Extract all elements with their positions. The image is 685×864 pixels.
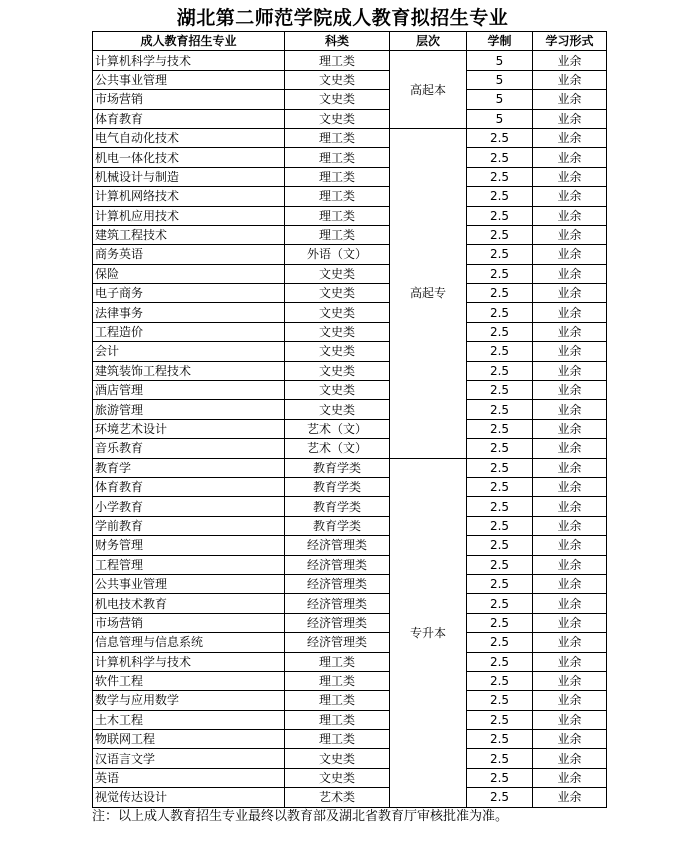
category-cell: 理工类	[285, 128, 390, 147]
table-row	[93, 264, 607, 283]
major-name-cell: 公共事业管理	[93, 70, 285, 89]
category-cell: 理工类	[285, 187, 390, 206]
study-mode-cell: 业余	[533, 225, 607, 244]
table-row	[93, 439, 607, 458]
category-cell: 文史类	[285, 342, 390, 361]
category-cell: 文史类	[285, 284, 390, 303]
study-mode-cell: 业余	[533, 400, 607, 419]
major-name-cell: 法律事务	[93, 303, 285, 322]
duration-cell: 2.5	[467, 206, 533, 225]
major-name-cell: 工程造价	[93, 322, 285, 341]
study-mode-cell: 业余	[533, 458, 607, 477]
header-duration: 学制	[467, 32, 533, 51]
study-mode-cell: 业余	[533, 730, 607, 749]
major-name-cell: 电气自动化技术	[93, 128, 285, 147]
category-cell: 艺术（文）	[285, 419, 390, 438]
major-name-cell: 市场营销	[93, 613, 285, 632]
table-row	[93, 245, 607, 264]
study-mode-cell: 业余	[533, 148, 607, 167]
table-row	[93, 516, 607, 535]
study-mode-cell: 业余	[533, 652, 607, 671]
study-mode-cell: 业余	[533, 516, 607, 535]
duration-cell: 2.5	[467, 730, 533, 749]
duration-cell: 2.5	[467, 187, 533, 206]
table-row	[93, 633, 607, 652]
study-mode-cell: 业余	[533, 303, 607, 322]
major-name-cell: 机电一体化技术	[93, 148, 285, 167]
table-row	[93, 148, 607, 167]
duration-cell: 2.5	[467, 167, 533, 186]
study-mode-cell: 业余	[533, 342, 607, 361]
duration-cell: 5	[467, 90, 533, 109]
duration-cell: 2.5	[467, 284, 533, 303]
major-name-cell: 商务英语	[93, 245, 285, 264]
duration-cell: 2.5	[467, 381, 533, 400]
category-cell: 理工类	[285, 710, 390, 729]
category-cell: 经济管理类	[285, 613, 390, 632]
duration-cell: 2.5	[467, 497, 533, 516]
table-row	[93, 187, 607, 206]
study-mode-cell: 业余	[533, 477, 607, 496]
study-mode-cell: 业余	[533, 90, 607, 109]
duration-cell: 2.5	[467, 322, 533, 341]
table-row	[93, 206, 607, 225]
category-cell: 文史类	[285, 768, 390, 787]
duration-cell: 2.5	[467, 691, 533, 710]
study-mode-cell: 业余	[533, 788, 607, 807]
table-row	[93, 536, 607, 555]
duration-cell: 2.5	[467, 264, 533, 283]
table-row	[93, 788, 607, 807]
major-name-cell: 机械设计与制造	[93, 167, 285, 186]
major-name-cell: 软件工程	[93, 671, 285, 690]
study-mode-cell: 业余	[533, 671, 607, 690]
major-name-cell: 视觉传达设计	[93, 788, 285, 807]
study-mode-cell: 业余	[533, 187, 607, 206]
table-row	[93, 70, 607, 89]
table-row	[93, 594, 607, 613]
category-cell: 文史类	[285, 90, 390, 109]
duration-cell: 2.5	[467, 516, 533, 535]
category-cell: 经济管理类	[285, 633, 390, 652]
category-cell: 文史类	[285, 749, 390, 768]
study-mode-cell: 业余	[533, 749, 607, 768]
table-row	[93, 458, 607, 477]
header-category: 科类	[285, 32, 390, 51]
table-row	[93, 555, 607, 574]
category-cell: 理工类	[285, 652, 390, 671]
duration-cell: 2.5	[467, 128, 533, 147]
duration-cell: 2.5	[467, 613, 533, 632]
category-cell: 文史类	[285, 264, 390, 283]
category-cell: 文史类	[285, 400, 390, 419]
major-name-cell: 建筑装饰工程技术	[93, 361, 285, 380]
study-mode-cell: 业余	[533, 264, 607, 283]
level-cell: 专升本	[390, 458, 467, 807]
major-name-cell: 会计	[93, 342, 285, 361]
duration-cell: 5	[467, 109, 533, 128]
duration-cell: 2.5	[467, 342, 533, 361]
header-level: 层次	[390, 32, 467, 51]
table-body	[93, 51, 607, 807]
major-name-cell: 计算机科学与技术	[93, 652, 285, 671]
major-name-cell: 公共事业管理	[93, 574, 285, 593]
study-mode-cell: 业余	[533, 109, 607, 128]
category-cell: 理工类	[285, 691, 390, 710]
table-header	[93, 32, 607, 51]
major-name-cell: 教育学	[93, 458, 285, 477]
duration-cell: 2.5	[467, 400, 533, 419]
major-name-cell: 学前教育	[93, 516, 285, 535]
category-cell: 文史类	[285, 381, 390, 400]
category-cell: 经济管理类	[285, 536, 390, 555]
study-mode-cell: 业余	[533, 594, 607, 613]
major-name-cell: 汉语言文学	[93, 749, 285, 768]
table-row	[93, 361, 607, 380]
table-row	[93, 225, 607, 244]
table-row	[93, 710, 607, 729]
table-row	[93, 51, 607, 70]
major-name-cell: 土木工程	[93, 710, 285, 729]
study-mode-cell: 业余	[533, 710, 607, 729]
major-name-cell: 财务管理	[93, 536, 285, 555]
category-cell: 外语（文）	[285, 245, 390, 264]
duration-cell: 2.5	[467, 536, 533, 555]
duration-cell: 2.5	[467, 419, 533, 438]
study-mode-cell: 业余	[533, 497, 607, 516]
table-row	[93, 342, 607, 361]
category-cell: 理工类	[285, 671, 390, 690]
category-cell: 文史类	[285, 70, 390, 89]
major-name-cell: 酒店管理	[93, 381, 285, 400]
category-cell: 文史类	[285, 109, 390, 128]
category-cell: 教育学类	[285, 477, 390, 496]
table-row	[93, 419, 607, 438]
table-row	[93, 284, 607, 303]
study-mode-cell: 业余	[533, 633, 607, 652]
study-mode-cell: 业余	[533, 206, 607, 225]
study-mode-cell: 业余	[533, 768, 607, 787]
major-name-cell: 信息管理与信息系统	[93, 633, 285, 652]
footnote: 注：以上成人教育招生专业最终以教育部及湖北省教育厅审核批准为准。	[92, 809, 509, 824]
category-cell: 艺术（文）	[285, 439, 390, 458]
major-name-cell: 体育教育	[93, 109, 285, 128]
major-name-cell: 数学与应用数学	[93, 691, 285, 710]
category-cell: 理工类	[285, 206, 390, 225]
category-cell: 经济管理类	[285, 555, 390, 574]
study-mode-cell: 业余	[533, 167, 607, 186]
category-cell: 艺术类	[285, 788, 390, 807]
study-mode-cell: 业余	[533, 51, 607, 70]
duration-cell: 2.5	[467, 303, 533, 322]
major-name-cell: 电子商务	[93, 284, 285, 303]
duration-cell: 2.5	[467, 555, 533, 574]
major-name-cell: 计算机科学与技术	[93, 51, 285, 70]
study-mode-cell: 业余	[533, 691, 607, 710]
table-row	[93, 90, 607, 109]
table-row	[93, 652, 607, 671]
table-row	[93, 730, 607, 749]
header-major: 成人教育招生专业	[93, 32, 285, 51]
duration-cell: 2.5	[467, 594, 533, 613]
table-row	[93, 768, 607, 787]
study-mode-cell: 业余	[533, 361, 607, 380]
duration-cell: 2.5	[467, 749, 533, 768]
study-mode-cell: 业余	[533, 284, 607, 303]
major-name-cell: 市场营销	[93, 90, 285, 109]
major-name-cell: 机电技术教育	[93, 594, 285, 613]
category-cell: 文史类	[285, 303, 390, 322]
study-mode-cell: 业余	[533, 70, 607, 89]
major-name-cell: 工程管理	[93, 555, 285, 574]
duration-cell: 2.5	[467, 574, 533, 593]
table-row	[93, 400, 607, 419]
duration-cell: 2.5	[467, 768, 533, 787]
study-mode-cell: 业余	[533, 322, 607, 341]
category-cell: 教育学类	[285, 458, 390, 477]
major-name-cell: 环境艺术设计	[93, 419, 285, 438]
study-mode-cell: 业余	[533, 419, 607, 438]
category-cell: 理工类	[285, 730, 390, 749]
category-cell: 理工类	[285, 51, 390, 70]
study-mode-cell: 业余	[533, 245, 607, 264]
category-cell: 理工类	[285, 167, 390, 186]
table-row	[93, 167, 607, 186]
duration-cell: 2.5	[467, 652, 533, 671]
table-row	[93, 303, 607, 322]
category-cell: 教育学类	[285, 497, 390, 516]
study-mode-cell: 业余	[533, 555, 607, 574]
category-cell: 理工类	[285, 225, 390, 244]
duration-cell: 2.5	[467, 671, 533, 690]
category-cell: 经济管理类	[285, 574, 390, 593]
header-row	[93, 32, 607, 51]
header-study-mode: 学习形式	[533, 32, 607, 51]
major-name-cell: 物联网工程	[93, 730, 285, 749]
study-mode-cell: 业余	[533, 613, 607, 632]
duration-cell: 2.5	[467, 458, 533, 477]
duration-cell: 5	[467, 70, 533, 89]
major-name-cell: 小学教育	[93, 497, 285, 516]
category-cell: 理工类	[285, 148, 390, 167]
major-name-cell: 保险	[93, 264, 285, 283]
study-mode-cell: 业余	[533, 536, 607, 555]
study-mode-cell: 业余	[533, 439, 607, 458]
major-name-cell: 计算机网络技术	[93, 187, 285, 206]
duration-cell: 2.5	[467, 439, 533, 458]
major-name-cell: 英语	[93, 768, 285, 787]
major-name-cell: 体育教育	[93, 477, 285, 496]
table-row	[93, 749, 607, 768]
table-row	[93, 613, 607, 632]
level-cell: 高起本	[390, 51, 467, 129]
duration-cell: 2.5	[467, 710, 533, 729]
major-name-cell: 计算机应用技术	[93, 206, 285, 225]
table-row	[93, 109, 607, 128]
table-row	[93, 691, 607, 710]
duration-cell: 2.5	[467, 225, 533, 244]
duration-cell: 2.5	[467, 245, 533, 264]
table-row	[93, 497, 607, 516]
category-cell: 经济管理类	[285, 594, 390, 613]
table-row	[93, 381, 607, 400]
table-row	[93, 322, 607, 341]
category-cell: 文史类	[285, 361, 390, 380]
table-row	[93, 128, 607, 147]
table-row	[93, 477, 607, 496]
duration-cell: 2.5	[467, 788, 533, 807]
duration-cell: 5	[467, 51, 533, 70]
duration-cell: 2.5	[467, 148, 533, 167]
major-name-cell: 建筑工程技术	[93, 225, 285, 244]
study-mode-cell: 业余	[533, 128, 607, 147]
category-cell: 文史类	[285, 322, 390, 341]
duration-cell: 2.5	[467, 361, 533, 380]
duration-cell: 2.5	[467, 477, 533, 496]
major-name-cell: 音乐教育	[93, 439, 285, 458]
page-title: 湖北第二师范学院成人教育拟招生专业	[176, 7, 509, 29]
level-cell: 高起专	[390, 128, 467, 458]
study-mode-cell: 业余	[533, 381, 607, 400]
study-mode-cell: 业余	[533, 574, 607, 593]
major-name-cell: 旅游管理	[93, 400, 285, 419]
duration-cell: 2.5	[467, 633, 533, 652]
table-row	[93, 671, 607, 690]
category-cell: 教育学类	[285, 516, 390, 535]
majors-table	[92, 31, 607, 808]
table-row	[93, 574, 607, 593]
